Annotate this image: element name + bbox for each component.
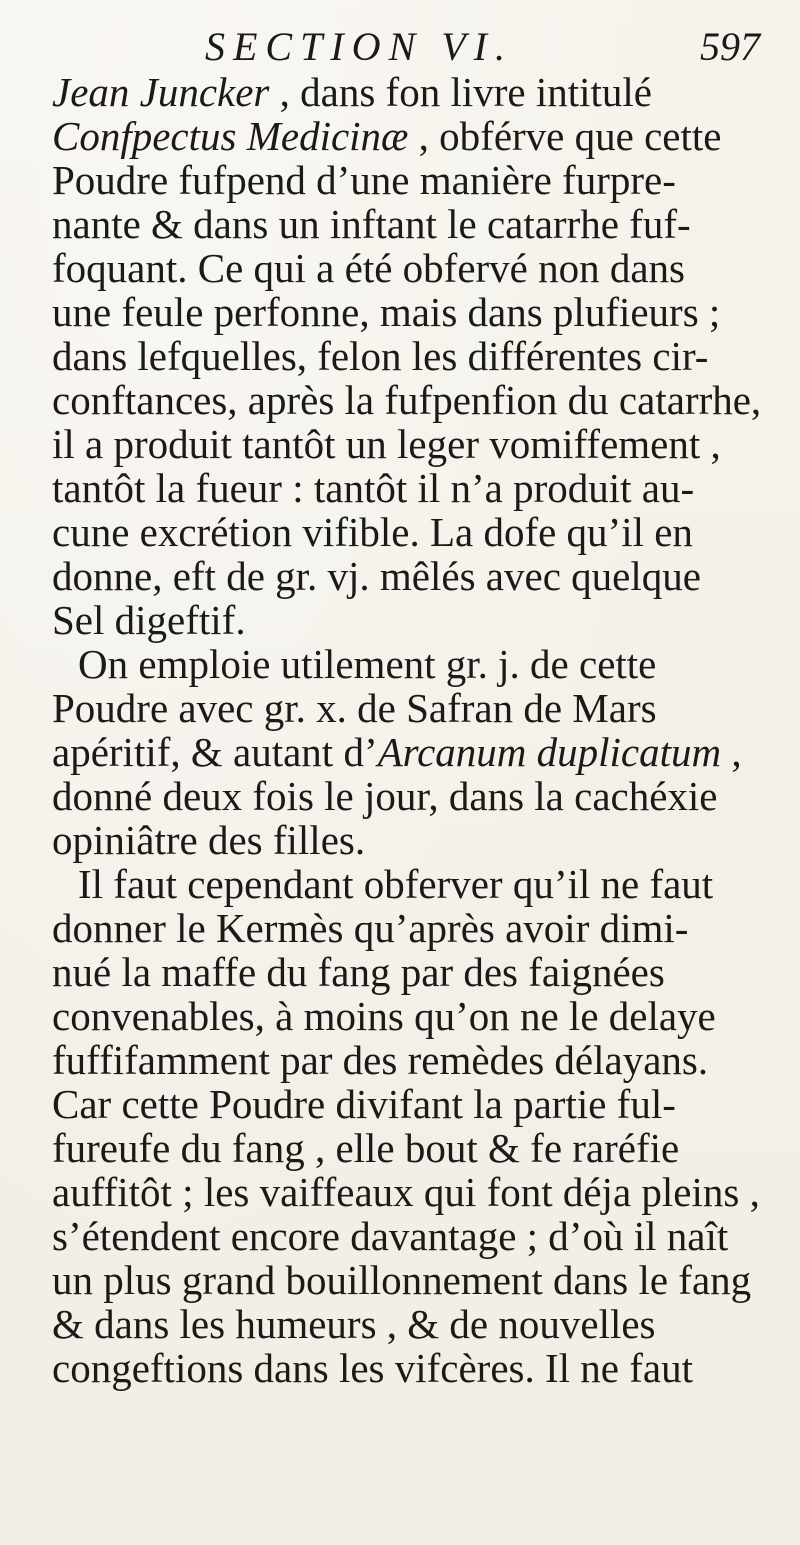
- text-segment: foquant. Ce qui a été obfervé non dans: [52, 245, 686, 291]
- text-line: [52, 510, 792, 554]
- text-segment: Poudre avec gr. x. de Safran de Mars: [52, 685, 657, 731]
- text-segment: conftances, après la fufpenfion du catarrhe,: [52, 377, 762, 423]
- text-segment: convenables, à moins qu’on ne le delaye: [52, 993, 716, 1039]
- text-segment: auffitôt ; les vaiffeaux qui font déja pleins ,: [52, 1169, 760, 1215]
- text-line: [52, 246, 792, 290]
- text-line: [52, 1214, 792, 1258]
- text-line: [52, 1126, 792, 1170]
- text-segment: nué la maffe du fang par des faignées: [52, 949, 665, 995]
- text-line: [52, 158, 792, 202]
- text-line: [52, 730, 792, 774]
- text-segment: s’étendent encore davantage ; d’où il naît: [52, 1213, 729, 1259]
- text-line: [52, 598, 792, 642]
- text-segment: tantôt la fueur : tantôt il n’a produit au-: [52, 465, 695, 511]
- text-segment: ,: [721, 729, 742, 775]
- page-number: 597: [700, 24, 760, 69]
- text-segment: cune excrétion vifible. La dofe qu’il en: [52, 509, 693, 555]
- text-line: [52, 1258, 792, 1302]
- text-line: [52, 1038, 792, 1082]
- text-segment: congeftions dans les vifcères. Il ne faut: [52, 1345, 693, 1391]
- text-line: [52, 422, 792, 466]
- text-segment: Poudre fufpend d’une manière furpre-: [52, 157, 676, 203]
- text-line: [52, 290, 792, 334]
- text-line: [52, 1302, 792, 1346]
- text-line: [52, 334, 792, 378]
- text-line: [52, 1346, 792, 1390]
- text-segment: apéritif, & autant d’: [52, 729, 378, 775]
- italic-text-segment: Jean Juncker: [52, 69, 270, 115]
- text-segment: donne, eft de gr. vj. mêlés avec quelque: [52, 553, 701, 599]
- text-segment: nante & dans un inftant le catarrhe fuf-: [52, 201, 691, 247]
- text-line: [52, 950, 792, 994]
- text-segment: , obférve que cette: [408, 113, 722, 159]
- text-line: [52, 906, 792, 950]
- text-line: [52, 554, 792, 598]
- text-line: [52, 686, 792, 730]
- italic-text-segment: Arcanum duplicatum: [377, 729, 722, 775]
- text-segment: un plus grand bouillonnement dans le fang: [52, 1257, 752, 1303]
- text-segment: , dans fon livre intitulé: [269, 69, 652, 115]
- text-segment: il a produit tantôt un leger vomiffement ,: [52, 421, 721, 467]
- text-line: [52, 994, 792, 1038]
- body-text: [52, 70, 792, 1390]
- text-line: [52, 114, 792, 158]
- text-segment: Sel digeftif.: [52, 597, 246, 643]
- text-segment: une feule perfonne, mais dans plufieurs ;: [52, 289, 721, 335]
- running-header: [0, 22, 800, 72]
- text-segment: opiniâtre des filles.: [52, 817, 366, 863]
- text-segment: fureufe du fang , elle bout & fe raréfie: [52, 1125, 680, 1171]
- text-line: [52, 70, 792, 114]
- text-line: [52, 642, 792, 686]
- text-segment: dans lefquelles, felon les différentes cir-: [52, 333, 709, 379]
- text-segment: Il faut cependant obferver qu’il ne faut: [78, 861, 714, 907]
- text-line: [52, 862, 792, 906]
- text-line: [52, 1170, 792, 1214]
- text-line: [52, 378, 792, 422]
- italic-text-segment: Confpectus Medicinæ: [52, 113, 409, 159]
- text-segment: fuffifamment par des remèdes délayans.: [52, 1037, 709, 1083]
- text-line: [52, 774, 792, 818]
- text-line: [52, 1082, 792, 1126]
- text-segment: donné deux fois le jour, dans la cachéxie: [52, 773, 718, 819]
- text-line: [52, 466, 792, 510]
- text-segment: On emploie utilement gr. j. de cette: [78, 641, 657, 687]
- text-segment: & dans les humeurs , & de nouvelles: [52, 1301, 656, 1347]
- text-segment: donner le Kermès qu’après avoir dimi-: [52, 905, 689, 951]
- text-line: [52, 818, 792, 862]
- text-segment: Car cette Poudre divifant la partie ful-: [52, 1081, 676, 1127]
- text-line: [52, 202, 792, 246]
- section-heading: SECTION VI.: [205, 24, 513, 69]
